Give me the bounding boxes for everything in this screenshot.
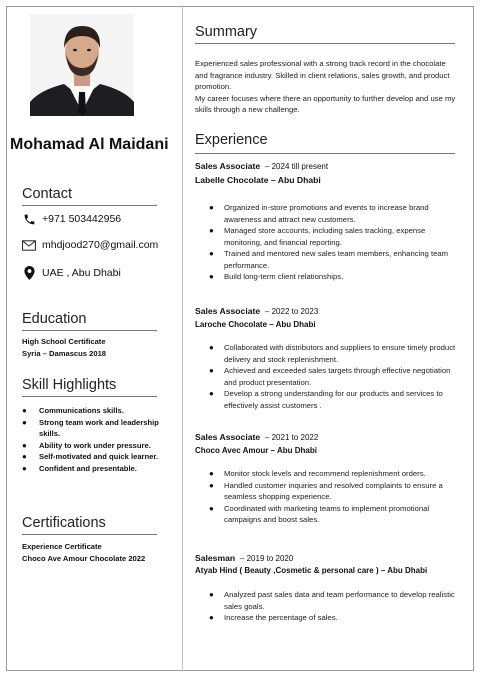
job-dates: – 2022 to 2023 (264, 307, 319, 316)
job-dates: – 2024 till present (264, 162, 329, 171)
job-bullet: ● Handled customer inquiries and resolved complaints to ensure a seamless shopping experience. (209, 480, 443, 501)
job-bullets (209, 468, 457, 526)
summary-paragraph: Experienced sales professional with a strong track record in the chocolate and fragrance industry. Skilled in client relations, sales growth, and product promotion. (195, 59, 450, 91)
contact-phone (22, 212, 121, 226)
location-text: UAE , Abu Dhabi (42, 267, 121, 279)
contact-email (22, 238, 158, 252)
job-title-line (195, 553, 293, 563)
bullet-icon: ● (209, 272, 214, 281)
education-degree: High School Certificate (22, 337, 106, 346)
job-bullet: ● Organized in-store promotions and events to increase brand awareness and attract new customers. (209, 203, 429, 224)
certification-title: Experience Certificate (22, 542, 102, 551)
job-bullet: ● Trained and mentored new sales team members, enhancing team performance. (209, 249, 449, 270)
job-bullet: ● Develop a strong understanding for our products and services to effectively assist customers . (209, 389, 443, 410)
contact-heading: Contact (22, 186, 72, 202)
experience-rule (195, 153, 455, 154)
job-title: Salesman (195, 553, 236, 563)
job-bullets (209, 342, 457, 411)
skill-item: ● Communications skills. (22, 406, 124, 415)
map-pin-icon (22, 266, 36, 280)
bullet-icon: ● (22, 417, 27, 427)
bullet-icon: ● (209, 366, 214, 375)
education-heading: Education (22, 311, 87, 327)
bullet-icon: ● (209, 469, 214, 478)
email-address[interactable]: mhdjood270@gmail.com (42, 239, 159, 251)
skill-item: ● Strong team work and leadership skills. (22, 417, 159, 439)
certifications-heading: Certifications (22, 515, 106, 531)
job-bullet: ● Achieved and exceeded sales targets through effective negotiation and product presentation. (209, 366, 451, 387)
certification-issuer: Choco Ave Amour Chocolate 2022 (22, 554, 146, 563)
education-school: Syria – Damascus 2018 (22, 349, 107, 358)
experience-heading: Experience (195, 132, 268, 148)
job-company: Labelle Chocolate – Abu Dhabi (195, 175, 321, 185)
skill-item: ● Confident and presentable. (22, 463, 137, 473)
certifications-rule (22, 534, 157, 535)
job-bullets (209, 589, 457, 624)
column-divider (182, 6, 183, 671)
bullet-icon: ● (22, 452, 27, 462)
bullet-icon: ● (209, 226, 214, 235)
bullet-icon: ● (209, 249, 214, 258)
job-bullet: ● Monitor stock levels and recommend replenishment orders. (209, 469, 426, 478)
summary-heading: Summary (195, 24, 258, 40)
job-bullet: ● Managed store accounts, including sales tracking, expense monitoring, and financial reporting. (209, 226, 426, 247)
job-bullet: ● Analyzed past sales data and team performance to develop realistic sales goals. (209, 590, 455, 611)
candidate-name: Mohamad Al Maidani (10, 136, 169, 153)
summary-rule (195, 43, 455, 44)
bullet-icon: ● (209, 203, 214, 212)
bullet-icon: ● (209, 389, 214, 398)
skills-rule (22, 396, 157, 397)
job-bullet: ● Coordinated with marketing teams to implement promotional campaigns and boost sales. (209, 503, 430, 524)
summary-paragraph-2: My career focuses where there an opportunity to further develop and use my skills through a new challenge. (195, 93, 456, 114)
bullet-icon: ● (22, 440, 27, 450)
phone-number[interactable]: +971 503442956 (42, 213, 122, 225)
job-dates: – 2021 to 2022 (264, 433, 319, 442)
bullet-icon: ● (209, 343, 214, 352)
bullet-icon: ● (209, 613, 214, 622)
envelope-icon (22, 238, 36, 252)
contact-rule (22, 205, 157, 206)
job-bullet: ● Collaborated with distributors and suppliers to ensure timely product delivery and stock replenishment. (209, 343, 456, 364)
job-title: Sales Associate (195, 432, 261, 442)
job-bullet: ● Increase the percentage of sales. (209, 613, 338, 622)
bullet-icon: ● (22, 406, 27, 415)
job-dates: – 2019 to 2020 (239, 554, 294, 563)
job-bullet: ● Build long-term client relationships. (209, 272, 344, 281)
skills-heading: Skill Highlights (22, 377, 117, 393)
education-rule (22, 330, 157, 331)
job-title-line (195, 161, 328, 171)
job-company: Atyab Hind ( Beauty ,Cosmetic & personal care ) – Abu Dhabi (195, 566, 428, 575)
bullet-icon: ● (22, 463, 27, 473)
profile-photo (30, 14, 134, 116)
bullet-icon: ● (209, 590, 214, 599)
job-title: Sales Associate (195, 306, 261, 316)
job-company: Choco Avec Amour – Abu Dhabi (195, 446, 317, 455)
summary-text (195, 58, 457, 116)
bullet-icon: ● (209, 480, 214, 490)
skills-list (22, 405, 172, 475)
job-title-line (195, 432, 318, 442)
skill-item: ● Ability to work under pressure. (22, 440, 151, 450)
job-title-line (195, 306, 318, 316)
phone-icon (22, 212, 36, 226)
job-company: Laroche Chocolate – Abu Dhabi (195, 320, 316, 329)
job-bullets (209, 202, 457, 283)
job-title: Sales Associate (195, 161, 261, 171)
bullet-icon: ● (209, 503, 214, 513)
skill-item: ● Self-motivated and quick learner. (22, 452, 159, 462)
contact-location (22, 266, 121, 280)
